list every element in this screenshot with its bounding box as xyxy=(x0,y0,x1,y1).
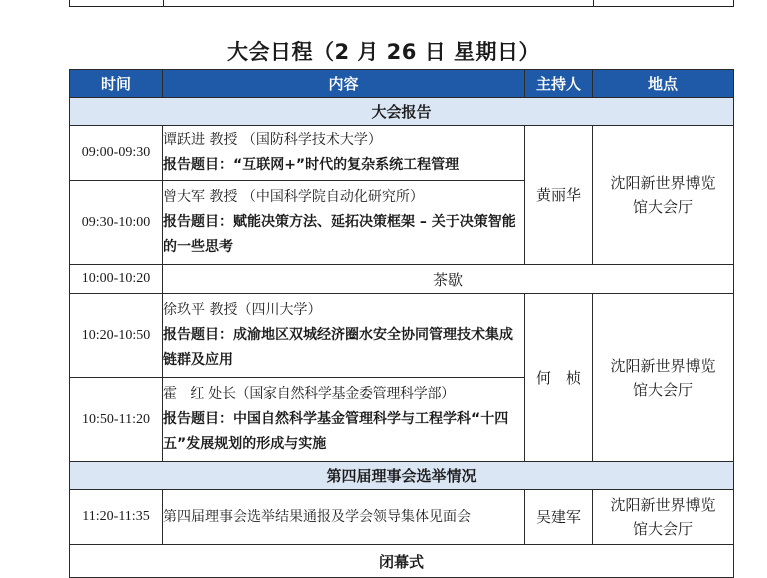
time-cell: 10:20-10:50 xyxy=(70,294,163,378)
speaker: 曾大军 教授 （中国科学院自动化研究所） xyxy=(163,189,424,205)
place-name: 沈阳新世界博览馆大会厅 xyxy=(610,356,716,399)
section-closing: 闭幕式 xyxy=(70,545,734,578)
section-election: 第四届理事会选举情况 xyxy=(70,462,734,490)
topic-title: 中国自然科学基金管理科学与工程学科“十四五”发展规划的形成与实施 xyxy=(163,411,509,452)
place-cell xyxy=(593,490,734,545)
speaker: 霍 红 处长（国家自然科学基金委管理科学部） xyxy=(163,386,455,402)
place-cell xyxy=(593,126,734,265)
section-row xyxy=(70,98,734,126)
schedule-table xyxy=(69,69,734,578)
content-cell xyxy=(163,126,525,181)
header-content: 内容 xyxy=(163,70,525,98)
previous-table-remnant xyxy=(69,0,734,7)
place-name: 沈阳新世界博览馆大会厅 xyxy=(610,496,716,538)
content-cell xyxy=(163,378,525,462)
content-cell: 第四届理事会选举结果通报及学会领导集体见面会 xyxy=(163,490,525,545)
topic-label: 报告题目： xyxy=(163,327,233,343)
topic-title: “互联网+”时代的复杂系统工程管理 xyxy=(233,157,460,173)
table-row xyxy=(70,126,734,181)
topic-label: 报告题目： xyxy=(163,157,233,173)
header-host: 主持人 xyxy=(525,70,593,98)
time-cell: 09:00-09:30 xyxy=(70,126,163,181)
host-cell: 何 桢 xyxy=(525,294,593,462)
time-cell: 09:30-10:00 xyxy=(70,181,163,265)
place-cell xyxy=(593,294,734,462)
break-cell: 茶歇 xyxy=(163,265,734,294)
content-cell xyxy=(163,181,525,265)
section-row xyxy=(70,545,734,578)
section-row xyxy=(70,462,734,490)
table-divider xyxy=(593,0,594,6)
table-divider xyxy=(163,0,164,6)
host-cell: 吴建军 xyxy=(525,490,593,545)
header-time: 时间 xyxy=(70,70,163,98)
page-title: 大会日程（2 月 26 日 星期日） xyxy=(226,40,541,64)
header-place: 地点 xyxy=(593,70,734,98)
content-cell xyxy=(163,294,525,378)
time-cell: 10:00-10:20 xyxy=(70,265,163,294)
topic xyxy=(163,210,524,260)
place-name: 沈阳新世界博览馆大会厅 xyxy=(610,174,716,216)
host-cell: 黄丽华 xyxy=(525,126,593,265)
header-row xyxy=(70,70,734,98)
table-row xyxy=(70,294,734,378)
topic-title: 成渝地区双城经济圈水安全协同管理技术集成链群及应用 xyxy=(163,327,513,368)
section-report: 大会报告 xyxy=(70,98,734,126)
speaker: 徐玖平 教授（四川大学） xyxy=(163,302,322,318)
topic-label: 报告题目： xyxy=(163,411,233,427)
speaker: 谭跃进 教授 （国防科学技术大学） xyxy=(163,132,382,148)
topic xyxy=(163,153,524,178)
topic-title: 赋能决策方法、延拓决策框架 – 关于决策智能的一些思考 xyxy=(163,214,516,255)
topic-label: 报告题目： xyxy=(163,214,233,230)
topic xyxy=(163,323,524,373)
topic xyxy=(163,407,524,457)
time-cell: 10:50-11:20 xyxy=(70,378,163,462)
time-cell: 11:20-11:35 xyxy=(70,490,163,545)
table-row xyxy=(70,490,734,545)
break-row xyxy=(70,265,734,294)
